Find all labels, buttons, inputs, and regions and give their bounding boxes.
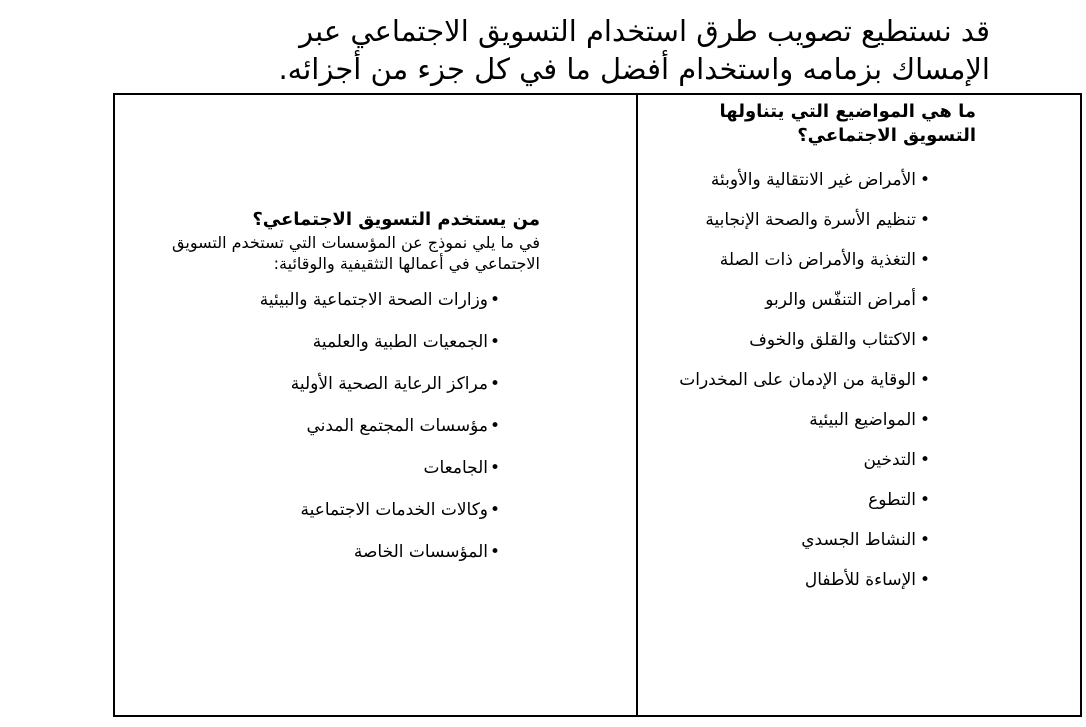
list-item-text: الجمعيات الطبية والعلمية <box>312 332 488 352</box>
users-list <box>140 288 540 565</box>
users-column <box>140 208 540 582</box>
list-item-text: مؤسسات المجتمع المدني <box>306 416 488 436</box>
list-item <box>140 288 500 313</box>
bullet-icon: • <box>489 332 500 352</box>
list-item <box>140 498 500 523</box>
list-item-text: المؤسسات الخاصة <box>353 542 488 562</box>
list-item <box>650 288 930 313</box>
bullet-icon: • <box>919 530 930 550</box>
list-item <box>650 408 930 433</box>
list-item-text: الإساءة للأطفال <box>804 570 916 590</box>
bullet-icon: • <box>919 410 930 430</box>
list-item <box>140 330 500 355</box>
bullet-icon: • <box>489 416 500 436</box>
bullet-icon: • <box>919 570 930 590</box>
bullet-icon: • <box>489 500 500 520</box>
users-intro: في ما يلي نموذج عن المؤسسات التي تستخدم التسويق الاجتماعي في أعمالها التثقيفية والوقائية: <box>172 233 540 273</box>
bullet-icon: • <box>919 330 930 350</box>
list-item <box>140 540 500 565</box>
list-item-text: وكالات الخدمات الاجتماعية <box>300 500 488 520</box>
list-item-text: النشاط الجسدي <box>801 530 916 550</box>
list-item <box>650 328 930 353</box>
list-item-text: أمراض التنفّس والربو <box>765 290 916 310</box>
bullet-icon: • <box>489 458 500 478</box>
list-item <box>140 456 500 481</box>
page-heading: قد نستطيع تصويب طرق استخدام التسويق الاجتماعي عبر الإمساك بزمامه واستخدام أفضل ما في كل جزء من أجزائه. <box>278 14 990 86</box>
list-item-text: التطوع <box>868 490 916 510</box>
bullet-icon: • <box>919 370 930 390</box>
column-divider <box>636 93 638 717</box>
list-item-text: الاكتئاب والقلق والخوف <box>749 330 916 350</box>
list-item <box>650 368 930 393</box>
topics-title: ما هي المواضيع التي يتناولها التسويق الاجتماعي؟ <box>719 101 976 146</box>
bullet-icon: • <box>489 542 500 562</box>
list-item <box>650 168 930 193</box>
bullet-icon: • <box>919 490 930 510</box>
list-item-text: الوقاية من الإدمان على المخدرات <box>679 370 916 390</box>
list-item-text: التغذية والأمراض ذات الصلة <box>719 250 916 270</box>
list-item <box>650 248 930 273</box>
list-item-text: التدخين <box>863 450 916 470</box>
list-item <box>650 568 930 593</box>
list-item-text: وزارات الصحة الاجتماعية والبيئية <box>259 290 488 310</box>
bullet-icon: • <box>919 210 930 230</box>
bullet-icon: • <box>919 170 930 190</box>
list-item <box>140 414 500 439</box>
list-item-text: الجامعات <box>423 458 488 478</box>
topics-column <box>650 100 976 608</box>
list-item <box>140 372 500 397</box>
topics-list <box>650 168 976 593</box>
list-item-text: المواضيع البيئية <box>809 410 916 430</box>
bullet-icon: • <box>489 374 500 394</box>
list-item-text: مراكز الرعاية الصحية الأولية <box>290 374 488 394</box>
bullet-icon: • <box>919 290 930 310</box>
list-item-text: تنظيم الأسرة والصحة الإنجابية <box>705 210 916 230</box>
bullet-icon: • <box>919 450 930 470</box>
list-item <box>650 208 930 233</box>
list-item <box>650 528 930 553</box>
users-title: من يستخدم التسويق الاجتماعي؟ <box>252 209 540 230</box>
bullet-icon: • <box>919 250 930 270</box>
list-item-text: الأمراض غير الانتقالية والأوبئة <box>710 170 916 190</box>
list-item <box>650 488 930 513</box>
list-item <box>650 448 930 473</box>
bullet-icon: • <box>489 290 500 310</box>
